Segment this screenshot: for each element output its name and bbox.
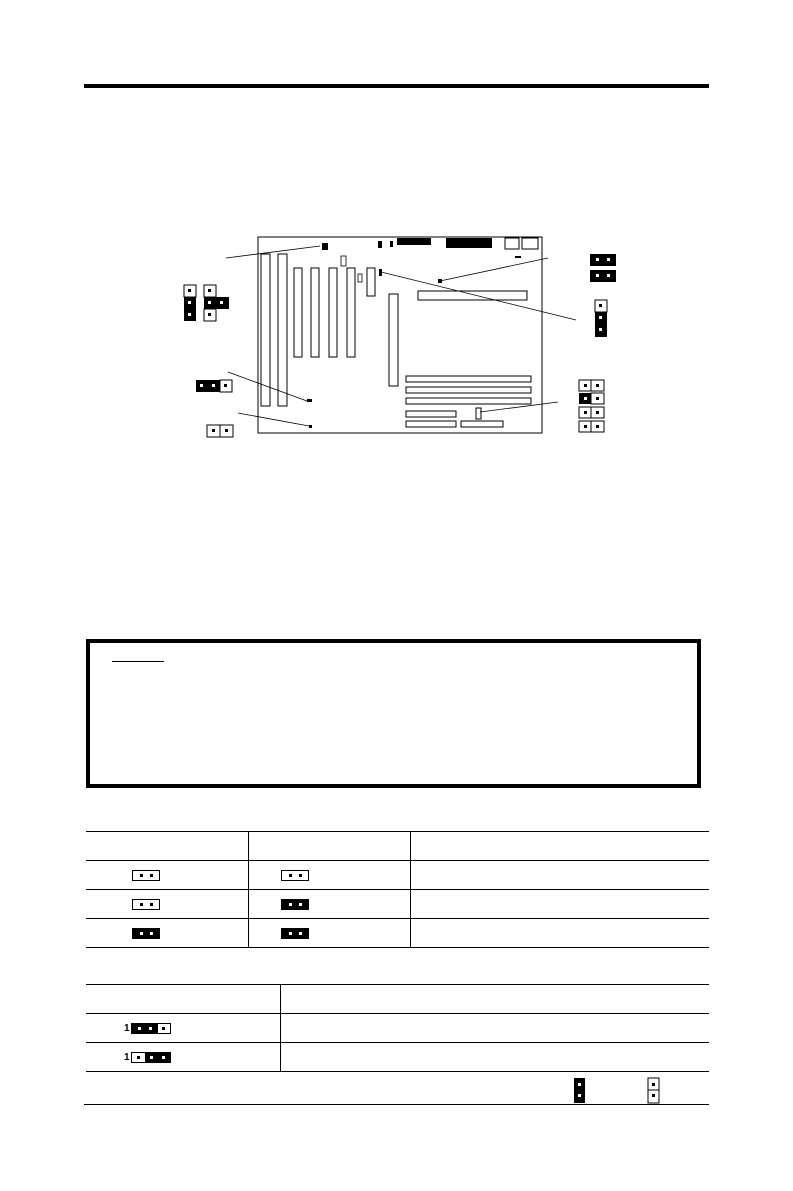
jumper-open-icon [132, 899, 160, 910]
dimm-slot [406, 376, 531, 382]
jumper-open-icon [132, 870, 160, 881]
jumper-3pin-horizontal [196, 380, 232, 392]
jumper-block-2x3 [184, 285, 229, 321]
pin-one-label: 1 [124, 1022, 130, 1034]
note-heading [112, 649, 164, 662]
header-cell [86, 985, 280, 1014]
header-cell [86, 832, 248, 861]
dimm-slot [406, 387, 531, 393]
isa-slot [261, 254, 270, 406]
jumper-3pin-cell [86, 1043, 280, 1072]
agp-connector [367, 268, 375, 296]
floppy-connector [461, 421, 503, 427]
battery [322, 243, 328, 250]
pci-slot [347, 268, 355, 357]
bottom-rule [84, 1104, 709, 1105]
jumper-settings-table-2 [86, 984, 709, 1072]
jumper-closed-icon [281, 928, 309, 939]
jumper-marker [307, 399, 312, 402]
jumper-2pin [207, 425, 233, 437]
jumper-open-cell [86, 890, 248, 919]
table-row [86, 919, 709, 948]
pin-one-label: 1 [124, 1051, 130, 1063]
header-cell [410, 832, 709, 861]
table-header-row [86, 985, 709, 1014]
jumper-open-icon [281, 870, 309, 881]
table-row [86, 1043, 709, 1072]
jumper-marker [309, 425, 312, 428]
dimm-slot [406, 398, 531, 404]
description-cell [410, 919, 709, 948]
onboard-jumper-block [476, 408, 481, 419]
table-row [86, 890, 709, 919]
jumper-3pin-vertical [595, 300, 607, 337]
description-cell [410, 861, 709, 890]
jumper-closed-cell [86, 919, 248, 948]
jumper-closed-cell [248, 890, 410, 919]
description-cell [280, 1043, 709, 1072]
closed-jumper-icon [574, 1078, 585, 1103]
jumper-closed-icon [281, 899, 309, 910]
pci-slot [311, 268, 319, 357]
connector-small-2 [390, 241, 393, 247]
ide-connector [406, 411, 456, 417]
parallel-port [397, 238, 431, 245]
jumper-2-3-closed-icon [131, 1052, 171, 1063]
connector-small [378, 241, 382, 248]
jumper-pair-2pin [590, 254, 616, 282]
ide-connector [406, 421, 456, 427]
pci-slot [294, 268, 302, 357]
pci-slot [329, 268, 337, 357]
table-header-row [86, 832, 709, 861]
led [515, 256, 521, 258]
serial-port [446, 238, 492, 248]
cpu-slot [418, 291, 527, 300]
table-row [86, 861, 709, 890]
jumper-closed-icon [132, 928, 160, 939]
legend [570, 1077, 670, 1105]
jumper-settings-table-1 [86, 831, 709, 948]
jumper-1-2-closed-icon [131, 1023, 171, 1034]
jumper-open-cell [86, 861, 248, 890]
isa-slot [278, 254, 287, 406]
note-box [86, 639, 701, 788]
open-jumper-icon [648, 1078, 659, 1103]
description-cell [410, 890, 709, 919]
ps2-port-1 [505, 238, 519, 249]
jumper-3pin-cell [86, 1014, 280, 1043]
jumper-open-cell [248, 861, 410, 890]
table-row [86, 1014, 709, 1043]
description-cell [280, 1014, 709, 1043]
jumper-block-4x2 [579, 380, 604, 432]
jumper-closed-cell [248, 919, 410, 948]
header-cell [248, 832, 410, 861]
header-cell [280, 985, 709, 1014]
motherboard-diagram [0, 0, 793, 470]
ps2-port-2 [522, 238, 538, 249]
vertical-slot [389, 294, 398, 386]
